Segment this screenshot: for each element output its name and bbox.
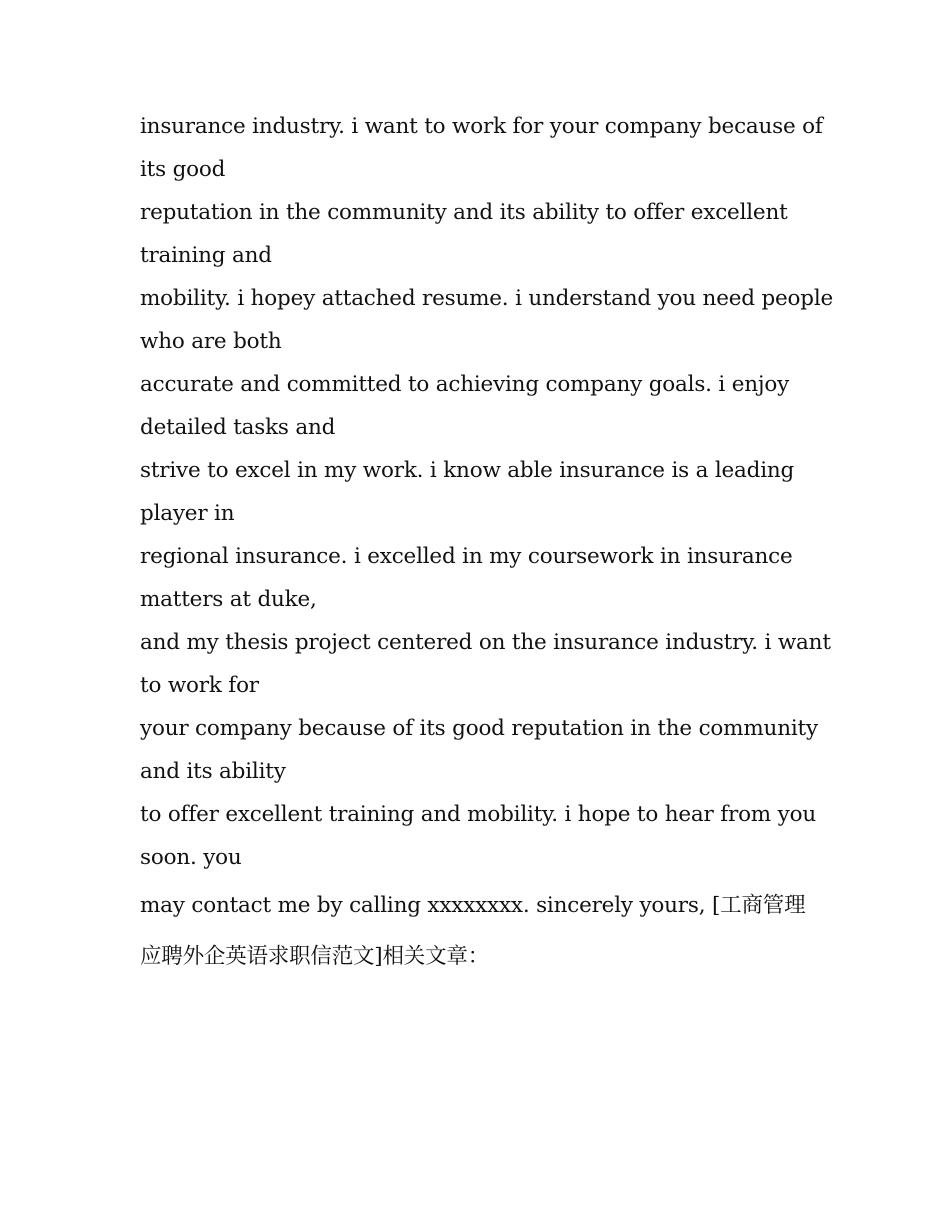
text-line: training and [140,243,272,268]
text-line: and its ability [140,759,286,784]
text-line: reputation in the community and its ability to offer excellent [140,200,788,225]
text-line: matters at duke, [140,587,317,612]
text-line: to work for [140,673,259,698]
closing-line: may contact me by calling xxxxxxxx. sincerely yours, [工商管理 [140,893,806,918]
text-line: its good [140,157,226,182]
closing-line: 应聘外企英语求职信范文]相关文章： [140,944,489,969]
text-line: your company because of its good reputation in the community [140,716,818,741]
text-line: regional insurance. i excelled in my coursework in insurance [140,544,793,569]
text-line: strive to excel in my work. i know able insurance is a leading [140,458,795,483]
text-line: insurance industry. i want to work for your company because of [140,114,823,139]
text-line: to offer excellent training and mobility. i hope to hear from you [140,802,816,827]
letter-closing [140,880,820,982]
text-line: accurate and committed to achieving company goals. i enjoy [140,372,790,397]
text-line: who are both [140,329,282,354]
letter-body [140,105,834,879]
text-line: detailed tasks and [140,415,336,440]
text-line: mobility. i hopey attached resume. i understand you need people [140,286,834,311]
text-line: soon. you [140,845,242,870]
text-line: player in [140,501,235,526]
text-line: and my thesis project centered on the insurance industry. i want [140,630,831,655]
